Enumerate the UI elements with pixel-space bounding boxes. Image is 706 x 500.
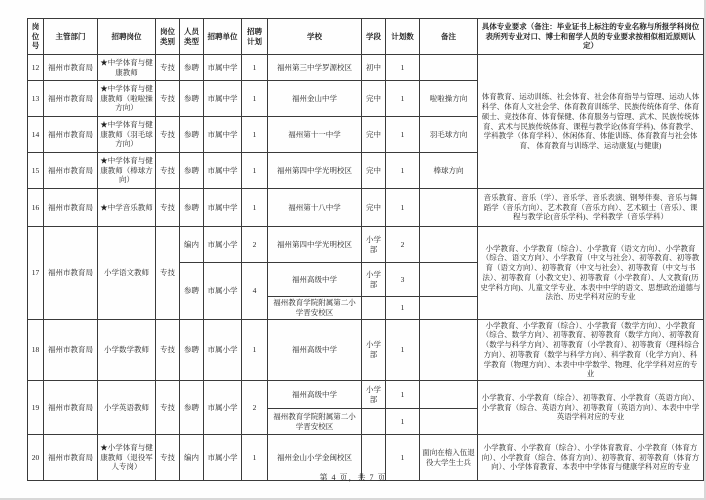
r13-stage: 完中 [362, 81, 386, 117]
header-requirement: 具体专业要求（备注：毕业证书上标注的专业名称与所报学科岗位表所列专业对口、博士和留学人员的专业要求按相似相近原则认定） [478, 19, 704, 55]
r15-count: 1 [386, 153, 420, 189]
r17a-plan: 2 [242, 227, 268, 263]
r16-count: 1 [386, 189, 420, 227]
r15-stage: 完中 [362, 153, 386, 189]
r17c-count: 1 [386, 297, 420, 320]
r17b-note [420, 263, 478, 297]
requirement-chinese-17: 小学教育、小学教育（综合）、小学教育（语文方向）、小学教育（综合、语文方向）、小学教育（中文与社会）、初等教育、初等教育（语文方向）、初等教育（中文与社会）、初等教育（中文与书法）、初等教育（小教文史）、初等教育（小学教育）、人文教育(历史学科方向)、儿童文学专业、本表中中学的语文、思想政治道德与法治、历史学科对应的专业 [478, 227, 704, 320]
r12-unit: 市属中学 [204, 55, 242, 81]
r13-school: 福州金山中学 [268, 81, 362, 117]
r13-count: 1 [386, 81, 420, 117]
r17a-type: 编内 [180, 227, 204, 263]
r15-type: 参聘 [180, 153, 204, 189]
r19-unit: 市属小学 [204, 381, 242, 435]
r16-type: 参聘 [180, 189, 204, 227]
r18-category: 专技 [156, 319, 180, 381]
r18-type: 参聘 [180, 319, 204, 381]
header-person-type: 人员类型 [180, 19, 204, 55]
r20-unit: 市属小学 [204, 435, 242, 481]
header-pos-no: 岗位号 [28, 19, 44, 55]
header-plan: 招聘计划 [242, 19, 268, 55]
r16-position: ★中学音乐教师 [98, 189, 156, 227]
r13-category: 专技 [156, 81, 180, 117]
r19a-stage: 小学部 [362, 381, 386, 409]
r17b-stage: 小学部 [362, 263, 386, 297]
r15-plan: 1 [242, 153, 268, 189]
r14-category: 专技 [156, 117, 180, 153]
r18-school: 福州高级中学 [268, 319, 362, 381]
r18-unit: 市属小学 [204, 319, 242, 381]
r19-no: 19 [28, 381, 44, 435]
r17a-note [420, 227, 478, 263]
header-note: 备注 [420, 19, 478, 55]
r12-plan: 1 [242, 55, 268, 81]
header-position: 招聘岗位 [98, 19, 156, 55]
r14-no: 14 [28, 117, 44, 153]
r15-school: 福州第四中学光明校区 [268, 153, 362, 189]
r15-no: 15 [28, 153, 44, 189]
table-header-row [28, 19, 704, 55]
r20-plan: 1 [242, 435, 268, 481]
r12-type: 参聘 [180, 55, 204, 81]
r13-no: 13 [28, 81, 44, 117]
recruitment-table [27, 18, 704, 481]
r15-position: ★中学体育与健康教师（棒球方向） [98, 153, 156, 189]
r19b-school: 福州教育学院附属第二小学晋安校区 [268, 409, 362, 435]
r14-dept: 福州市教育局 [44, 117, 98, 153]
r17b-school: 福州高级中学 [268, 263, 362, 297]
r17b-type: 参聘 [180, 263, 204, 320]
header-dept: 主管部门 [44, 19, 98, 55]
r19-category: 专技 [156, 381, 180, 435]
r18-stage: 小学部 [362, 319, 386, 381]
r18-count: 1 [386, 319, 420, 381]
r12-school: 福州第三中学罗源校区 [268, 55, 362, 81]
r19a-count: 1 [386, 381, 420, 409]
header-stage: 学段 [362, 19, 386, 55]
r17-position: 小学语文教师 [98, 227, 156, 320]
r20-count: 1 [386, 435, 420, 481]
page-number-footer: 第 4 页，共 7 页 [319, 473, 387, 482]
r12-category: 专技 [156, 55, 180, 81]
requirement-pe-12-15: 体育教育、运动训练、社会体育、社会体育指导与管理、运动人体科学、体育人文社会学、体育教育训练学、民族传统体育学、体育硕士、竞技体育、体育保健、体育服务与管理、武术、民族传统体育、武术与民族传统体育、课程与教学论(体育学科)、体育教学、学科教学（体育学科）、休闲体育、体能训练、体育教育与社会体育、 体育教育与训练学、运动康复(与健康) [478, 55, 704, 189]
r12-count: 1 [386, 55, 420, 81]
requirement-english-19: 小学教育、小学教育（综合）、初等教育、小学教育（英语方向）、小学教育（综合、英语方向）、初等教育（英语方向）、本表中中学英语学科对应的专业 [478, 381, 704, 435]
r13-type: 参聘 [180, 81, 204, 117]
header-count: 计划数 [386, 19, 420, 55]
r19-position: 小学英语教师 [98, 381, 156, 435]
r12-no: 12 [28, 55, 44, 81]
r20-type: 编内 [180, 435, 204, 481]
table-row-16 [28, 189, 704, 227]
header-category: 岗位类别 [156, 19, 180, 55]
r16-school: 福州第十八中学 [268, 189, 362, 227]
r14-type: 参聘 [180, 117, 204, 153]
r17b-count: 3 [386, 263, 420, 297]
r14-note: 羽毛球方向 [420, 117, 478, 153]
r17-category: 专技 [156, 227, 180, 320]
r14-stage: 完中 [362, 117, 386, 153]
r13-unit: 市属中学 [204, 81, 242, 117]
r17c-school: 福州教育学院附属第二小学晋安校区 [268, 297, 362, 320]
r18-note [420, 319, 478, 381]
r16-dept: 福州市教育局 [44, 189, 98, 227]
r13-note: 啦啦操方向 [420, 81, 478, 117]
r13-position: ★中学体育与健康教师（啦啦操方向） [98, 81, 156, 117]
r19-type: 参聘 [180, 381, 204, 435]
r20-category: 专技 [156, 435, 180, 481]
requirement-math-18: 小学教育、小学教育（综合）、小学教育（数学方向）、小学教育（综合、数学方向）、初等教育、初等教育（数学方向）、初等教育（数学与科学方向）、初等教育（小学教育）、初等教育（理科综合方向）、初等教育（数学与科学方向）、科学教育（化学方向）、科学教育（物理方向）、本表中中学数学、物理、化学学科对应的专业 [478, 319, 704, 381]
r16-note [420, 189, 478, 227]
r12-note [420, 55, 478, 81]
r17-no: 17 [28, 227, 44, 320]
r20-school: 福州金山小学金闽校区 [268, 435, 362, 481]
requirement-music-16: 音乐教育、音乐（学）、音乐学、音乐表演、钢琴伴奏、音乐与舞蹈学（音乐方向）、艺术教育（音乐方向）、艺术硕士（音乐）、课程与教学论(音乐学科)、学科教学（音乐学科） [478, 189, 704, 227]
r17-dept: 福州市教育局 [44, 227, 98, 320]
r14-school: 福州第十一中学 [268, 117, 362, 153]
r20-dept: 福州市教育局 [44, 435, 98, 481]
r13-plan: 1 [242, 81, 268, 117]
r19b-count: 1 [386, 409, 420, 435]
r18-no: 18 [28, 319, 44, 381]
r15-dept: 福州市教育局 [44, 153, 98, 189]
r18-position: 小学数学教师 [98, 319, 156, 381]
r17a-school: 福州第四中学光明校区 [268, 227, 362, 263]
r15-unit: 市属中学 [204, 153, 242, 189]
r17a-count: 2 [386, 227, 420, 263]
r14-plan: 1 [242, 117, 268, 153]
requirement-pe-20: 小学教育、小学教育（综合）、小学体育教育、小学教育（体育方向）、小学教育（综合、体育方向）、初等教育、初等教育（体育方向）、小学体育教育、本表中中学体育与健康学科对应的专业 [478, 435, 704, 481]
r18-dept: 福州市教育局 [44, 319, 98, 381]
r14-count: 1 [386, 117, 420, 153]
table-row-17a [28, 227, 704, 263]
r19a-note [420, 381, 478, 409]
header-school: 学校 [268, 19, 362, 55]
r15-category: 专技 [156, 153, 180, 189]
table-row-19a [28, 381, 704, 409]
r16-no: 16 [28, 189, 44, 227]
r16-category: 专技 [156, 189, 180, 227]
r19b-stage [362, 409, 386, 435]
r17b-unit: 市属小学 [204, 263, 242, 320]
r17b-plan: 4 [242, 263, 268, 320]
r20-no: 20 [28, 435, 44, 481]
r19a-school: 福州高级中学 [268, 381, 362, 409]
r20-position: ★小学体育与健康教师（退役军人专岗） [98, 435, 156, 481]
r16-stage: 完中 [362, 189, 386, 227]
r19b-note [420, 409, 478, 435]
r16-unit: 市属中学 [204, 189, 242, 227]
r12-dept: 福州市教育局 [44, 55, 98, 81]
r20-note: 面向在榕入伍退役大学生士兵 [420, 435, 478, 481]
r14-position: ★中学体育与健康教师（羽毛球方向） [98, 117, 156, 153]
r14-unit: 市属中学 [204, 117, 242, 153]
r12-stage: 初中 [362, 55, 386, 81]
table-row-12 [28, 55, 704, 81]
header-unit: 招聘单位 [204, 19, 242, 55]
r17a-unit: 市属小学 [204, 227, 242, 263]
r17c-note [420, 297, 478, 320]
r17a-stage: 小学部 [362, 227, 386, 263]
r19-dept: 福州市教育局 [44, 381, 98, 435]
table-row-18 [28, 319, 704, 381]
r13-dept: 福州市教育局 [44, 81, 98, 117]
r17c-stage [362, 297, 386, 320]
r12-position: ★中学体育与健康教师 [98, 55, 156, 81]
r15-note: 棒球方向 [420, 153, 478, 189]
r19-plan: 2 [242, 381, 268, 435]
r18-plan: 1 [242, 319, 268, 381]
r16-plan: 1 [242, 189, 268, 227]
